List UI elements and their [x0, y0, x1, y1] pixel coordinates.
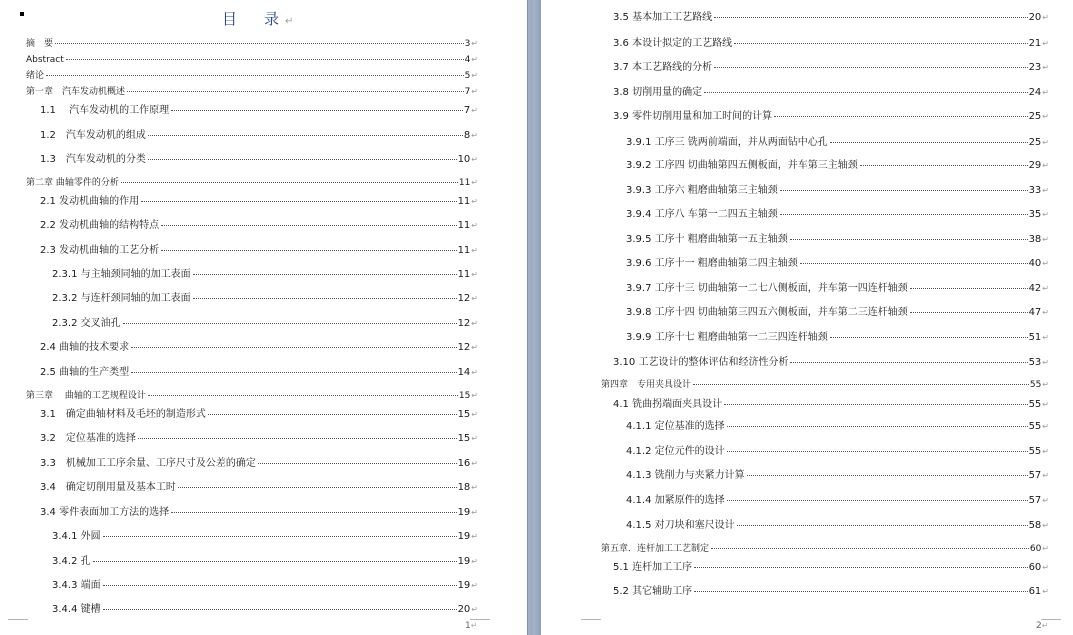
paragraph-mark-icon: ↵	[1042, 400, 1049, 409]
toc-entry-page: 11	[458, 178, 471, 188]
toc-entry-label: 1.1 汽车发动机的工作原理	[40, 105, 170, 116]
toc-entry[interactable]	[40, 153, 478, 167]
paragraph-mark-icon: ↵	[471, 410, 478, 419]
paragraph-mark-icon: ↵	[471, 368, 478, 377]
paragraph-mark-icon: ↵	[1041, 621, 1049, 630]
paragraph-mark-icon: ↵	[471, 557, 478, 566]
paragraph-mark-icon: ↵	[1042, 259, 1049, 268]
dot-leader	[193, 298, 457, 299]
paragraph-mark-icon: ↵	[471, 87, 478, 96]
toc-entry[interactable]	[52, 317, 478, 331]
toc-entry[interactable]	[626, 184, 1049, 198]
dot-leader	[103, 536, 457, 537]
paragraph-mark-icon: ↵	[471, 197, 478, 206]
toc-entry[interactable]	[626, 420, 1049, 434]
toc-entry[interactable]	[40, 481, 478, 495]
toc-entry-page: 19	[457, 507, 471, 518]
dot-leader	[704, 92, 1027, 93]
toc-entry-page: 11	[457, 220, 471, 231]
toc-entry[interactable]	[613, 86, 1049, 100]
toc-entry-label: 3.4 确定切削用量及基本工时	[40, 482, 176, 493]
toc-entry-page: 60	[1029, 544, 1042, 554]
toc-entry[interactable]	[613, 398, 1049, 412]
dot-leader	[138, 438, 457, 439]
dot-leader	[724, 404, 1027, 405]
dot-leader	[141, 201, 456, 202]
toc-entry[interactable]	[52, 579, 478, 593]
paragraph-mark-icon: ↵	[1042, 496, 1049, 505]
toc-entry[interactable]	[613, 585, 1049, 599]
toc-entry-label: 2.1 发动机曲轴的作用	[40, 196, 140, 207]
toc-entry[interactable]	[40, 432, 478, 446]
toc-entry-label: 摘 要	[26, 39, 54, 49]
paragraph-mark-icon: ↵	[1042, 39, 1049, 48]
toc-entry-page: 35	[1028, 209, 1042, 220]
toc-entry-page: 60	[1028, 562, 1042, 573]
toc-entry[interactable]	[613, 561, 1049, 575]
toc-entry[interactable]	[613, 11, 1049, 25]
toc-entry-page: 58	[1028, 520, 1042, 531]
toc-entry-label: 第五章．连杆加工工艺制定	[601, 544, 710, 554]
dot-leader	[46, 75, 464, 76]
toc-entry-page: 19	[457, 580, 471, 591]
page-divider	[528, 0, 531, 635]
dot-leader	[727, 500, 1028, 501]
toc-entry-page: 4	[464, 55, 471, 65]
toc-entry-page: 55	[1029, 380, 1042, 390]
toc-entry[interactable]	[40, 244, 478, 258]
toc-title	[222, 8, 293, 29]
toc-entry-label: 3.9.9 工序十七 粗磨曲轴第一二三四连杆轴颈	[626, 332, 828, 343]
paragraph-mark-icon: ↵	[471, 106, 478, 115]
toc-entry-label: 3.10 工艺设计的整体评估和经济性分析	[613, 357, 789, 368]
dot-leader	[171, 512, 456, 513]
toc-entry-label: 3.7 本工艺路线的分析	[613, 62, 713, 73]
paragraph-mark-icon: ↵	[471, 391, 478, 400]
dot-leader	[714, 17, 1027, 18]
dot-leader	[131, 347, 456, 348]
paragraph-mark-icon: ↵	[471, 270, 478, 279]
toc-entry-page: 5	[464, 71, 471, 81]
dot-leader	[714, 67, 1027, 68]
dot-leader	[131, 372, 456, 373]
dot-leader	[193, 274, 457, 275]
toc-entry-label: 3.4.1 外圆	[52, 531, 101, 542]
toc-entry-page: 42	[1028, 283, 1042, 294]
paragraph-mark-icon: ↵	[471, 605, 478, 614]
paragraph-mark-icon: ↵	[471, 178, 478, 187]
toc-entry-label: 3.4.4 键槽	[52, 604, 101, 615]
paragraph-mark-icon: ↵	[471, 508, 478, 517]
toc-entry-page: 16	[457, 458, 471, 469]
paragraph-mark-icon: ↵	[1042, 563, 1049, 572]
paragraph-mark-icon: ↵	[471, 532, 478, 541]
toc-entry-label: 第四章 专用夹具设计	[601, 380, 692, 390]
paragraph-mark-icon: ↵	[1042, 284, 1049, 293]
toc-entry-page: 57	[1028, 495, 1042, 506]
dot-leader	[727, 451, 1028, 452]
toc-entry-page: 21	[1028, 38, 1042, 49]
toc-entry-page: 15	[457, 409, 471, 420]
paragraph-mark-icon: ↵	[471, 246, 478, 255]
toc-entry-page: 24	[1028, 87, 1042, 98]
toc-entry-page: 8	[463, 130, 471, 141]
toc-entry-page: 7	[463, 105, 471, 116]
toc-entry[interactable]	[52, 530, 478, 544]
toc-entry-page: 12	[457, 318, 471, 329]
toc-entry-label: 4.1.5 对刀块和塞尺设计	[626, 520, 735, 531]
toc-entry-page: 14	[457, 367, 471, 378]
paragraph-mark-icon: ↵	[471, 221, 478, 230]
toc-entry-label: 第三章 曲轴的工艺规程设计	[26, 391, 146, 401]
toc-entry[interactable]	[52, 268, 478, 282]
toc-entry-page: 18	[457, 482, 471, 493]
dot-leader	[830, 142, 1028, 143]
toc-entry[interactable]	[626, 136, 1049, 150]
paragraph-mark-icon: ↵	[471, 71, 478, 80]
toc-entry-label: 4.1.2 定位元件的设计	[626, 446, 725, 457]
dot-leader	[121, 182, 458, 183]
paragraph-mark-icon: ↵	[471, 434, 478, 443]
dot-leader	[747, 475, 1028, 476]
toc-entry-label: 3.6 本设计拟定的工艺路线	[613, 38, 733, 49]
paragraph-mark-icon: ↵	[1042, 235, 1049, 244]
toc-entry[interactable]	[52, 603, 478, 617]
paragraph-mark-icon: ↵	[471, 343, 478, 352]
toc-entry-label: 2.3 发动机曲轴的工艺分析	[40, 245, 160, 256]
toc-entry-label: 3.9.4 工序八 车第一二四五主轴颈	[626, 209, 778, 220]
dot-leader	[780, 214, 1028, 215]
dot-leader	[910, 312, 1028, 313]
toc-entry[interactable]	[26, 37, 478, 51]
dot-leader	[66, 59, 464, 60]
dot-leader	[790, 239, 1028, 240]
dot-leader	[171, 110, 463, 111]
toc-entry-label: 3.9.3 工序六 粗磨曲轴第三主轴颈	[626, 185, 778, 196]
toc-entry-page: 20	[1028, 12, 1042, 23]
toc-entry[interactable]	[626, 331, 1049, 345]
toc-entry-label: 3.9.5 工序十 粗磨曲轴第一五主轴颈	[626, 234, 788, 245]
toc-entry[interactable]	[626, 494, 1049, 508]
toc-entry-page: 11	[457, 245, 471, 256]
page-corner-mark	[581, 619, 601, 621]
paragraph-mark-icon: ↵	[1042, 544, 1049, 553]
toc-entry-label: 4.1.1 定位基准的选择	[626, 421, 725, 432]
document-page-left	[0, 0, 527, 635]
paragraph-mark-icon: ↵	[1042, 380, 1049, 389]
paragraph-mark-icon: ↵	[1042, 210, 1049, 219]
toc-entry[interactable]	[626, 208, 1049, 222]
toc-entry-page: 7	[464, 87, 471, 97]
toc-entry-page: 47	[1028, 307, 1042, 318]
paragraph-mark-icon: ↵	[1042, 88, 1049, 97]
toc-entry-label: 3.8 切削用量的确定	[613, 87, 703, 98]
paragraph-mark-icon: ↵	[1042, 63, 1049, 72]
toc-entry[interactable]	[40, 408, 478, 422]
paragraph-mark-icon: ↵	[471, 483, 478, 492]
toc-entry-label: 1.2 汽车发动机的组成	[40, 130, 146, 141]
dot-leader	[774, 116, 1027, 117]
paragraph-mark-icon: ↵	[1042, 161, 1049, 170]
toc-entry[interactable]	[40, 195, 478, 209]
toc-entry[interactable]	[40, 366, 478, 380]
toc-entry-page: 10	[457, 154, 471, 165]
toc-entry-page: 40	[1028, 258, 1042, 269]
toc-entry-label: 2.5 曲轴的生产类型	[40, 367, 130, 378]
toc-entry-label: 2.3.2 交叉油孔	[52, 318, 121, 329]
toc-entry-label: 3.9.8 工序十四 切曲轴第三四五六侧板面，并车第二三连杆轴颈	[626, 307, 908, 318]
paragraph-mark-icon: ↵	[471, 39, 478, 48]
toc-entry[interactable]	[26, 69, 478, 83]
dot-leader	[55, 43, 464, 44]
toc-entry-label: 2.4 曲轴的技术要求	[40, 342, 130, 353]
page-corner-mark	[8, 619, 28, 621]
paragraph-mark-icon: ↵	[1042, 112, 1049, 121]
toc-entry-page: 15	[457, 433, 471, 444]
toc-entry[interactable]	[26, 176, 478, 190]
dot-leader	[727, 426, 1028, 427]
toc-entry-page: 12	[457, 342, 471, 353]
toc-entry-page: 55	[1028, 421, 1042, 432]
paragraph-mark-icon: ↵	[1042, 422, 1049, 431]
toc-entry-page: 51	[1028, 332, 1042, 343]
dot-leader	[910, 288, 1028, 289]
page-number: 2↵	[1036, 621, 1049, 631]
dot-leader	[148, 395, 458, 396]
dot-leader	[258, 463, 457, 464]
toc-entry-page: 33	[1028, 185, 1042, 196]
toc-entry[interactable]	[626, 282, 1049, 296]
dot-leader	[103, 609, 457, 610]
paragraph-mark-icon: ↵	[1042, 186, 1049, 195]
dot-leader	[123, 323, 457, 324]
paragraph-mark-icon: ↵	[1042, 333, 1049, 342]
toc-entry-label: 2.2 发动机曲轴的结构特点	[40, 220, 160, 231]
toc-entry-label: 3.4.3 端面	[52, 580, 101, 591]
paragraph-mark-icon: ↵	[471, 131, 478, 140]
paragraph-mark-icon: ↵	[471, 55, 478, 64]
toc-entry-label: 3.9.1 工序三 铣两前端面，并从两面钻中心孔	[626, 137, 828, 148]
dot-leader	[148, 159, 457, 160]
toc-entry-page: 38	[1028, 234, 1042, 245]
toc-entry[interactable]	[613, 37, 1049, 51]
toc-entry[interactable]	[613, 110, 1049, 124]
toc-entry-page: 55	[1028, 446, 1042, 457]
toc-entry[interactable]	[626, 445, 1049, 459]
dot-leader	[178, 487, 457, 488]
toc-entry[interactable]	[626, 306, 1049, 320]
document-page-right	[541, 0, 1073, 635]
toc-entry-label: 5.2 其它辅助工序	[613, 586, 693, 597]
toc-entry-page: 57	[1028, 470, 1042, 481]
dot-leader	[161, 225, 456, 226]
dot-leader	[148, 135, 463, 136]
page-number: 1↵	[465, 621, 478, 631]
toc-entry[interactable]	[626, 519, 1049, 533]
toc-entry-page: 3	[464, 39, 471, 49]
toc-entry-label: 3.4.2 孔	[52, 556, 91, 567]
toc-entry[interactable]	[26, 53, 478, 67]
dot-leader	[694, 591, 1027, 592]
toc-entry[interactable]	[613, 356, 1049, 370]
toc-entry-label: 绪论	[26, 71, 45, 81]
toc-entry[interactable]	[40, 104, 478, 118]
toc-entry-page: 23	[1028, 62, 1042, 73]
paragraph-mark-icon: ↵	[471, 459, 478, 468]
paragraph-mark-icon: ↵	[1042, 521, 1049, 530]
toc-entry-label: 3.3 机械加工工序余量、工序尺寸及公差的确定	[40, 458, 256, 469]
toc-entry-label: 3.9.6 工序十一 粗磨曲轴第二四主轴颈	[626, 258, 798, 269]
toc-title-text: 目 录	[222, 10, 286, 28]
toc-entry-page: 25	[1028, 111, 1042, 122]
toc-entry-label: 3.9.7 工序十三 切曲轴第一二七八侧板面，并车第一四连杆轴颈	[626, 283, 908, 294]
dot-leader	[860, 165, 1028, 166]
toc-entry-label: 4.1 铣曲拐端面夹具设计	[613, 399, 723, 410]
toc-entry[interactable]	[52, 292, 478, 306]
toc-entry-page: 12	[457, 293, 471, 304]
toc-entry[interactable]	[40, 219, 478, 233]
toc-entry-label: 3.2 定位基准的选择	[40, 433, 136, 444]
toc-entry-page: 29	[1028, 160, 1042, 171]
paragraph-mark-icon: ↵	[471, 581, 478, 590]
paragraph-mark-icon: ↵	[471, 294, 478, 303]
paragraph-mark-icon: ↵	[471, 155, 478, 164]
dot-leader	[208, 414, 457, 415]
toc-entry[interactable]	[26, 389, 478, 403]
toc-entry[interactable]	[626, 233, 1049, 247]
dot-leader	[694, 567, 1027, 568]
toc-entry-label: 3.4 零件表面加工方法的选择	[40, 507, 170, 518]
paragraph-mark-icon: ↵	[1042, 308, 1049, 317]
dot-leader	[734, 43, 1027, 44]
dot-leader	[790, 362, 1027, 363]
toc-entry-page: 11	[457, 196, 471, 207]
dot-leader	[693, 384, 1029, 385]
toc-entry-page: 25	[1028, 137, 1042, 148]
toc-entry[interactable]	[626, 469, 1049, 483]
dot-leader	[800, 263, 1028, 264]
toc-entry-page: 19	[457, 531, 471, 542]
toc-entry-label: 3.1 确定曲轴材料及毛坯的制造形式	[40, 409, 206, 420]
paragraph-mark-icon: ↵	[1042, 587, 1049, 596]
dot-leader	[93, 561, 457, 562]
bullet-mark	[20, 12, 24, 16]
toc-entry[interactable]	[626, 257, 1049, 271]
toc-entry-label: 5.1 连杆加工工序	[613, 562, 693, 573]
dot-leader	[737, 525, 1028, 526]
toc-entry-label: 3.5 基本加工工艺路线	[613, 12, 713, 23]
toc-entry[interactable]	[40, 129, 478, 143]
toc-entry[interactable]	[626, 159, 1049, 173]
toc-entry-page: 61	[1028, 586, 1042, 597]
dot-leader	[830, 337, 1028, 338]
toc-entry[interactable]	[52, 555, 478, 569]
paragraph-mark-icon: ↵	[471, 319, 478, 328]
toc-entry-page: 19	[457, 556, 471, 567]
dot-leader	[103, 585, 457, 586]
toc-entry[interactable]	[26, 85, 478, 99]
toc-entry-label: 3.9.2 工序四 切曲轴第四五侧板面，并车第三主轴颈	[626, 160, 858, 171]
toc-entry-page: 20	[457, 604, 471, 615]
toc-entry-page: 11	[457, 269, 471, 280]
paragraph-mark-icon: ↵	[1042, 138, 1049, 147]
toc-entry-label: 3.9 零件切削用量和加工时间的计算	[613, 111, 773, 122]
toc-entry-label: 4.1.4 加紧原件的选择	[626, 495, 725, 506]
toc-entry-label: Abstract	[26, 55, 64, 65]
dot-leader	[161, 250, 456, 251]
toc-entry[interactable]	[40, 457, 478, 471]
toc-entry[interactable]	[601, 542, 1049, 556]
dot-leader	[780, 190, 1028, 191]
paragraph-mark-icon: ↵	[470, 621, 478, 630]
paragraph-mark-icon: ↵	[1042, 447, 1049, 456]
toc-entry-label: 2.3.2 与连杆颈同轴的加工表面	[52, 293, 191, 304]
toc-entry-page: 53	[1028, 357, 1042, 368]
toc-entry[interactable]	[613, 61, 1049, 75]
toc-entry-label: 第二章 曲轴零件的分析	[26, 178, 119, 188]
toc-entry-page: 55	[1028, 399, 1042, 410]
toc-entry-label: 2.3.1 与主轴颈同轴的加工表面	[52, 269, 191, 280]
paragraph-mark-icon: ↵	[1042, 471, 1049, 480]
paragraph-mark-icon: ↵	[1042, 358, 1049, 367]
toc-entry-label: 第一章 汽车发动机概述	[26, 87, 126, 97]
dot-leader	[711, 548, 1029, 549]
toc-entry-label: 1.3 汽车发动机的分类	[40, 154, 146, 165]
toc-entry[interactable]	[40, 506, 478, 520]
toc-entry[interactable]	[40, 341, 478, 355]
toc-entry-page: 15	[458, 391, 471, 401]
paragraph-mark-icon: ↵	[285, 16, 294, 27]
paragraph-mark-icon: ↵	[1042, 13, 1049, 22]
toc-entry[interactable]	[601, 378, 1049, 392]
dot-leader	[127, 91, 464, 92]
toc-entry-label: 4.1.3 铣削力与夹紧力计算	[626, 470, 745, 481]
